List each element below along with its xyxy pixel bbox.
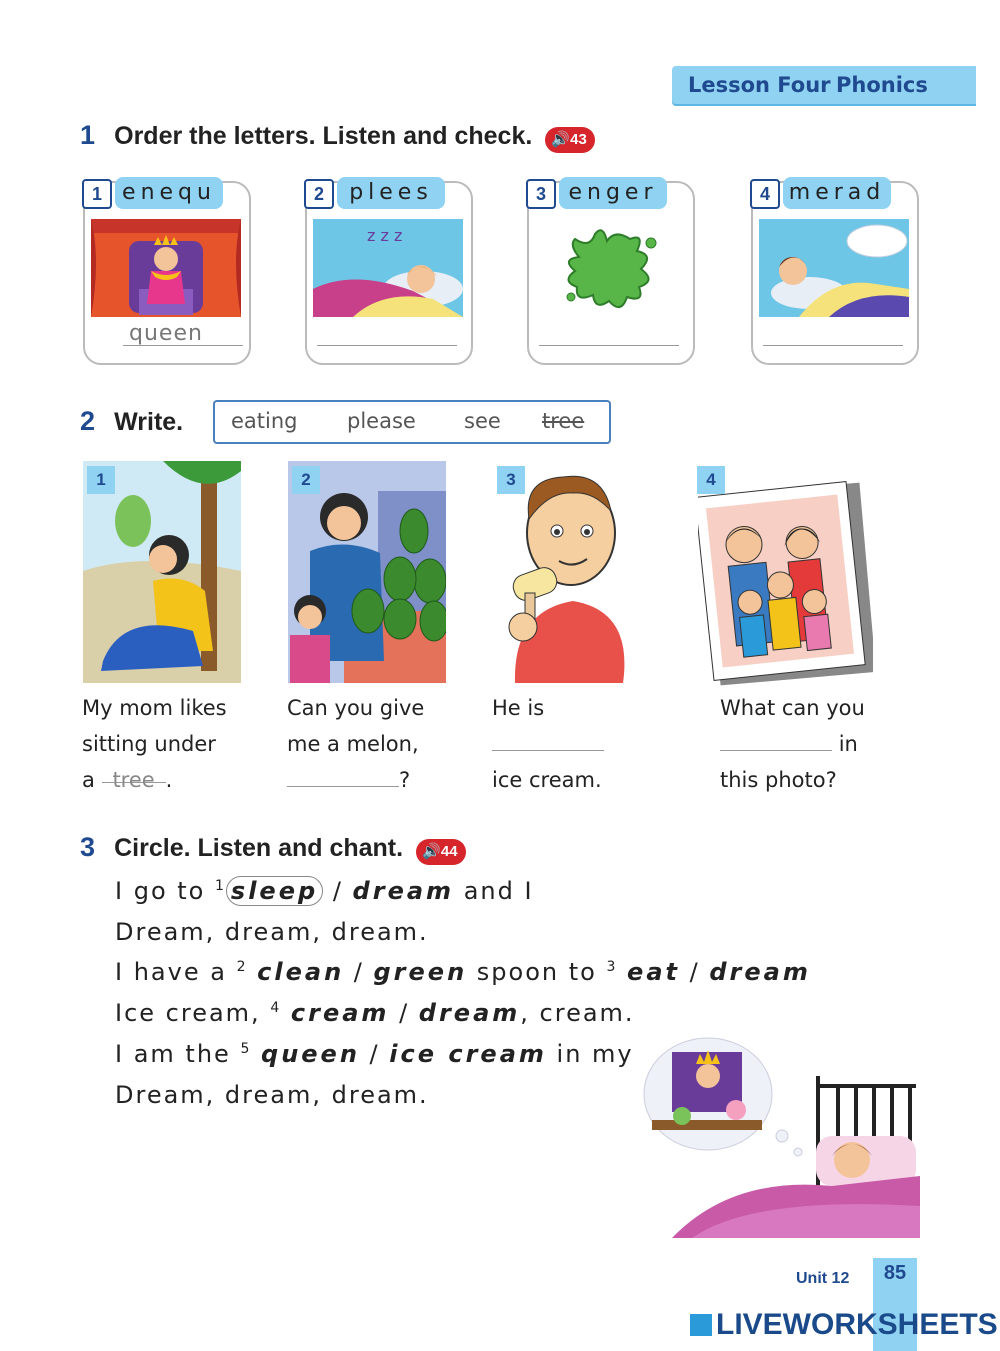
boy-eating-ice-cream-picture xyxy=(493,461,651,683)
scrambled-letters: enequ xyxy=(115,177,223,209)
sentence-line: He is xyxy=(492,696,545,720)
chant-text: Ice cream, xyxy=(115,999,261,1027)
lesson-title: Lesson Four xyxy=(688,73,831,97)
sentence-text: in xyxy=(838,732,858,756)
lesson-banner xyxy=(672,66,976,104)
section2-number: 2 xyxy=(80,406,96,436)
answer-blank[interactable] xyxy=(287,766,399,787)
watermark-text: LIVEWORKSHEETS xyxy=(716,1308,998,1341)
sentence-line: this photo? xyxy=(720,768,837,792)
answer-line[interactable] xyxy=(539,345,679,346)
sentence-text: ? xyxy=(399,768,411,792)
audio-button[interactable] xyxy=(416,839,465,865)
word-bank-item: see xyxy=(464,409,501,433)
sentence-1 xyxy=(82,690,282,798)
chant-line-5: I am the $^5$ queen / ice cream in my xyxy=(115,1040,634,1068)
word-bank-item-used: tree xyxy=(542,409,585,433)
item-number: 4 xyxy=(697,466,725,494)
chant-line-4: Ice cream, $^4$ cream / dream, cream. xyxy=(115,999,635,1027)
sentence-2 xyxy=(287,690,487,798)
chant-line-6: Dream, dream, dream. xyxy=(115,1081,429,1109)
chant-text: , cream. xyxy=(520,999,635,1027)
item-number: 4 xyxy=(270,1000,282,1016)
section3-number: 3 xyxy=(80,832,96,862)
chant-text: I go to xyxy=(115,877,206,905)
chant-text: spoon to xyxy=(476,958,597,986)
green-splash-picture xyxy=(535,219,685,317)
unit-label: Unit 12 xyxy=(796,1270,850,1287)
card-number: 2 xyxy=(304,179,334,209)
family-photo-picture xyxy=(698,481,873,686)
item-number: 3 xyxy=(606,959,618,975)
chant-text: in my xyxy=(556,1040,634,1068)
item-number: 5 xyxy=(240,1041,252,1057)
option[interactable]: ice cream xyxy=(389,1040,547,1068)
speaker-icon: 🔊 xyxy=(422,843,441,860)
sentence-line: Can you give xyxy=(287,696,425,720)
option-circled[interactable]: sleep xyxy=(226,876,323,906)
scrambled-letters: plees xyxy=(337,177,445,209)
chant-line-2: Dream, dream, dream. xyxy=(115,918,429,946)
word-bank xyxy=(213,400,611,444)
answer-line[interactable] xyxy=(317,345,457,346)
section2-instruction: Write. xyxy=(114,408,184,436)
section1-heading xyxy=(80,120,595,153)
answer-blank[interactable] xyxy=(720,730,832,751)
audio-track-number: 44 xyxy=(440,843,458,860)
section2-heading xyxy=(80,406,183,437)
watermark xyxy=(690,1308,998,1342)
option[interactable]: dream xyxy=(418,999,521,1027)
sentence-4 xyxy=(720,690,920,798)
answer-line[interactable] xyxy=(763,345,903,346)
audio-track-number: 43 xyxy=(570,131,587,148)
audio-button[interactable] xyxy=(545,127,594,153)
answer-blank[interactable]: tree xyxy=(102,762,166,783)
item-number: 3 xyxy=(497,466,525,494)
speaker-icon: 🔊 xyxy=(551,131,571,148)
answer-text[interactable]: queen xyxy=(129,321,203,346)
chant-line-3: I have a $^2$ clean / green spoon to $^3$ eat / dream xyxy=(115,958,811,986)
word-bank-item: eating xyxy=(231,409,298,433)
sentence-3 xyxy=(492,690,692,798)
letter-card-4 xyxy=(751,181,919,365)
svg-text:z z z: z z z xyxy=(367,226,403,245)
letter-card-2 xyxy=(305,181,473,365)
mom-under-tree-picture xyxy=(83,461,241,683)
dreaming-boy-picture xyxy=(759,219,909,317)
option[interactable]: cream xyxy=(290,999,390,1027)
option[interactable]: eat xyxy=(627,958,680,986)
lesson-subtitle: Phonics xyxy=(836,73,928,97)
section1-instruction: Order the letters. Listen and check. xyxy=(114,122,533,150)
sentence-text: . xyxy=(165,768,173,792)
chant-text: I have a xyxy=(115,958,227,986)
scrambled-letters: merad xyxy=(783,177,891,209)
option[interactable]: clean xyxy=(257,958,345,986)
card-number: 1 xyxy=(82,179,112,209)
sentence-text: a xyxy=(82,768,95,792)
chant-text: I am the xyxy=(115,1040,231,1068)
card-number: 4 xyxy=(750,179,780,209)
scrambled-letters: enger xyxy=(559,177,667,209)
dreaming-girl-illustration xyxy=(632,1036,920,1238)
chant-line-1 xyxy=(115,876,534,906)
item-number: 2 xyxy=(236,959,248,975)
queen-picture xyxy=(91,219,241,317)
sleeping-girl-picture xyxy=(313,219,463,317)
sentence-line: me a melon, xyxy=(287,732,419,756)
word-bank-item: please xyxy=(347,409,416,433)
card-number: 3 xyxy=(526,179,556,209)
option[interactable]: green xyxy=(373,958,468,986)
answer-blank[interactable] xyxy=(492,730,604,751)
item-number: 1 xyxy=(215,878,226,894)
letter-card-1 xyxy=(83,181,251,365)
section3-instruction: Circle. Listen and chant. xyxy=(114,834,404,862)
sentence-line: What can you xyxy=(720,696,865,720)
option[interactable]: dream xyxy=(352,877,455,905)
sentence-line: My mom likes xyxy=(82,696,227,720)
letter-card-3 xyxy=(527,181,695,365)
section1-number: 1 xyxy=(80,120,96,150)
page-number: 85 xyxy=(883,1262,907,1284)
option[interactable]: dream xyxy=(709,958,811,986)
separator: / xyxy=(332,877,343,905)
option[interactable]: queen xyxy=(261,1040,360,1068)
item-number: 1 xyxy=(87,466,115,494)
mom-with-melons-picture xyxy=(288,461,446,683)
item-number: 2 xyxy=(292,466,320,494)
liveworksheets-logo-icon xyxy=(690,1314,712,1336)
chant-text: and I xyxy=(463,877,534,905)
section3-heading xyxy=(80,832,466,865)
sentence-line: sitting under xyxy=(82,732,216,756)
sentence-line: ice cream. xyxy=(492,768,602,792)
